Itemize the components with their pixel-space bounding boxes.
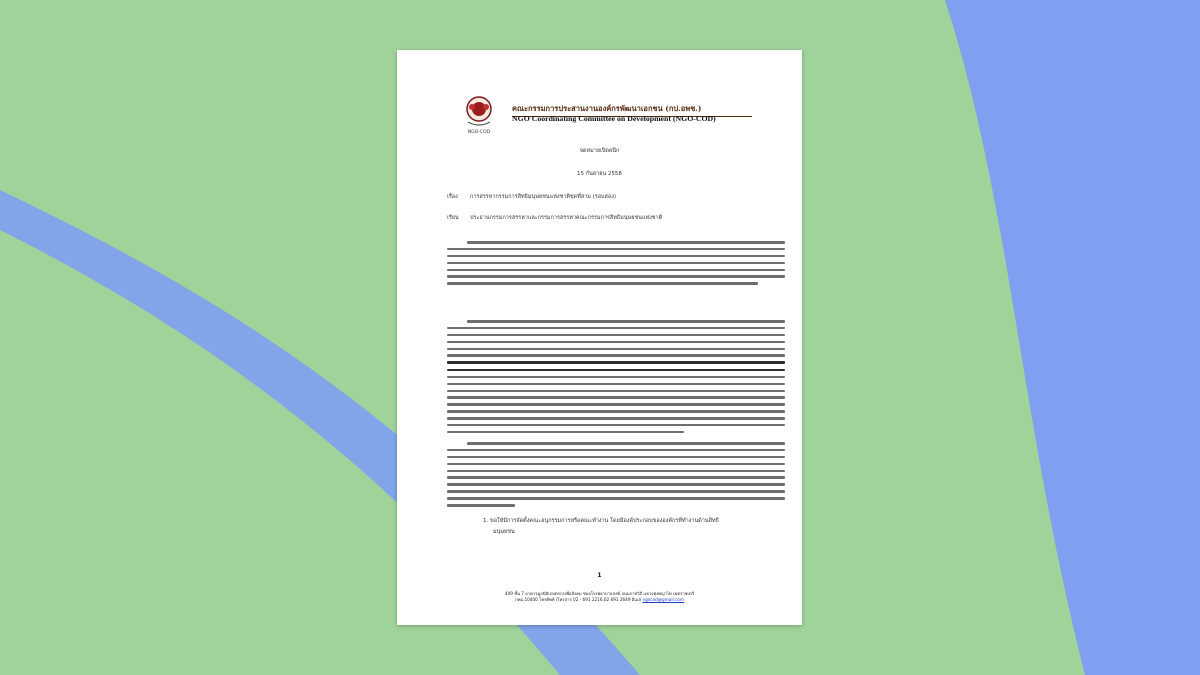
subject-text: การสรรหากรรมการสิทธิมนุษยชนแห่งชาติชุดที่สาม (รอบสอง)	[470, 194, 617, 200]
to-label: เรียน	[447, 215, 459, 221]
org-name-thai: คณะกรรมการประสานงานองค์กรพัฒนาเอกชน (กป.อพช.)	[512, 103, 752, 117]
paragraph-1	[447, 241, 785, 289]
to-text: ประธานกรรมการสรรหาและกรรมการสรรหาคณะกรรมการสิทธิมนุษยชนแห่งชาติ	[470, 215, 663, 221]
footer-address-line1: 409 ชั้น 7 อาคารมูลนิธิเกษตรกรเพื่อสังคม ซอยโรงพยาบาลสงฆ์ ถนนราชวิถี แขวงทุ่งพญาไท เขตราชเทวี	[504, 591, 695, 596]
letter-date: 15 กันยายน 2558	[577, 171, 622, 177]
letter-type: จดหมายเปิดผนึก	[579, 148, 620, 154]
org-name-english: NGO Coordinating Committee on Development (NGO-COD)	[512, 114, 716, 123]
footer-address-line2	[397, 596, 802, 603]
ngo-cod-logo-icon	[460, 93, 498, 135]
footer-contact: กทม.10400 โทรศัพท์ /โทรสาร 02 - 691 2216,02 691 2649 อีเมล์	[515, 597, 642, 602]
footer-email-link[interactable]: ngocod@gmail.com	[642, 597, 684, 602]
paragraph-3	[447, 442, 785, 511]
paragraph-2	[447, 320, 785, 438]
list-item-1: 1. ขอให้มีการจัดตั้งคณะอนุกรรมการหรือคณะทำงาน โดยมีองค์ประกอบขององค์กรที่ทำงานด้านสิทธิ	[483, 518, 719, 524]
document-page	[397, 50, 802, 625]
svg-text:NGO-COD: NGO-COD	[467, 130, 491, 135]
list-item-1-continued: มนุษยชน	[493, 529, 515, 535]
page-number: 1	[597, 572, 602, 579]
subject-label: เรื่อง	[447, 194, 458, 200]
